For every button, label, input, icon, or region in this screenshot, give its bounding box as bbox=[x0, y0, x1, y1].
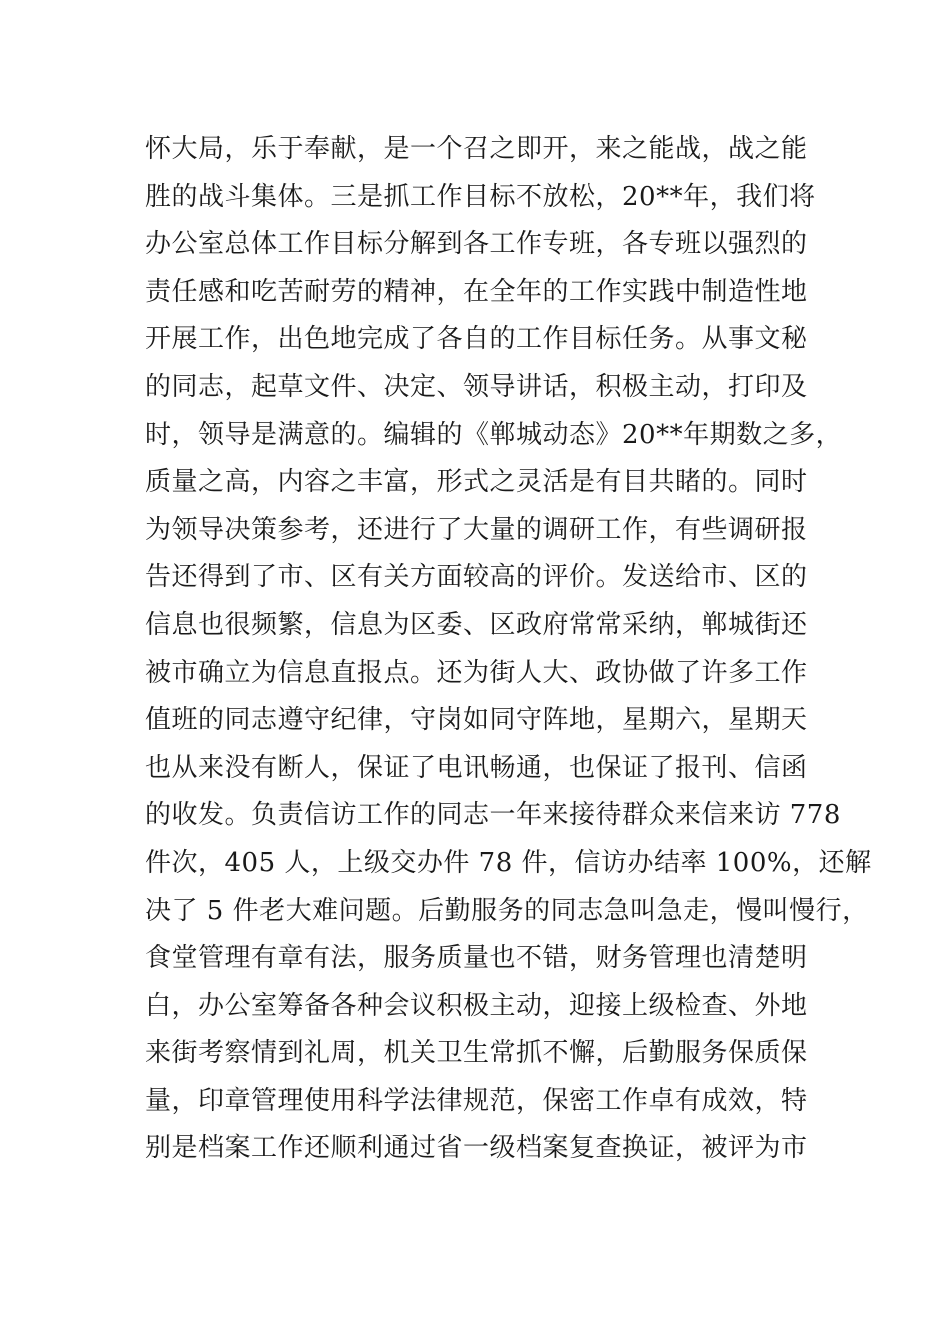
text-line: 责任感和吃苦耐劳的精神，在全年的工作实践中制造性地 bbox=[145, 276, 808, 307]
text-line: 值班的同志遵守纪律，守岗如同守阵地，星期六，星期天 bbox=[145, 705, 808, 736]
text-line: 告还得到了市、区有关方面较高的评价。发送给市、区的 bbox=[145, 562, 808, 593]
text-line: 量，印章管理使用科学法律规范，保密工作卓有成效，特 bbox=[145, 1085, 808, 1116]
text-line: 办公室总体工作目标分解到各工作专班，各专班以强烈的 bbox=[145, 229, 808, 260]
text-line: 白，办公室筹备各种会议积极主动，迎接上级检查、外地 bbox=[145, 990, 808, 1021]
text-line: 被市确立为信息直报点。还为街人大、政协做了许多工作 bbox=[145, 657, 808, 688]
text-line: 来街考察情到礼周，机关卫生常抓不懈，后勤服务保质保 bbox=[145, 1038, 808, 1069]
text-line: 的收发。负责信访工作的同志一年来接待群众来信来访 778 bbox=[145, 800, 841, 831]
text-line: 怀大局，乐于奉献，是一个召之即开，来之能战，战之能 bbox=[145, 134, 808, 164]
text-line: 质量之高，内容之丰富，形式之灵活是有目共睹的。同时 bbox=[145, 467, 808, 498]
text-line: 胜的战斗集体。三是抓工作目标不放松，20**年，我们将 bbox=[145, 181, 816, 212]
text-line: 开展工作，出色地完成了各自的工作目标任务。从事文秘 bbox=[145, 324, 808, 355]
text-line: 信息也很频繁，信息为区委、区政府常常采纳，郸城街还 bbox=[145, 609, 808, 640]
text-line: 食堂管理有章有法，服务质量也不错，财务管理也清楚明 bbox=[145, 943, 808, 974]
body-text bbox=[145, 126, 872, 1173]
text-line: 的同志，起草文件、决定、领导讲话，积极主动，打印及 bbox=[145, 371, 808, 402]
text-line: 件次，405 人，上级交办件 78 件，信访办结率 100%，还解 bbox=[145, 847, 872, 878]
text-line: 别是档案工作还顺利通过省一级档案复查换证，被评为市 bbox=[145, 1133, 808, 1164]
text-line: 也从来没有断人，保证了电讯畅通，也保证了报刊、信函 bbox=[145, 752, 808, 783]
text-line: 决了 5 件老大难问题。后勤服务的同志急叫急走，慢叫慢行， bbox=[145, 895, 869, 926]
text-line: 时，领导是满意的。编辑的《郸城动态》20**年期数之多， bbox=[145, 419, 843, 450]
text-line: 为领导决策参考，还进行了大量的调研工作，有些调研报 bbox=[145, 514, 808, 545]
